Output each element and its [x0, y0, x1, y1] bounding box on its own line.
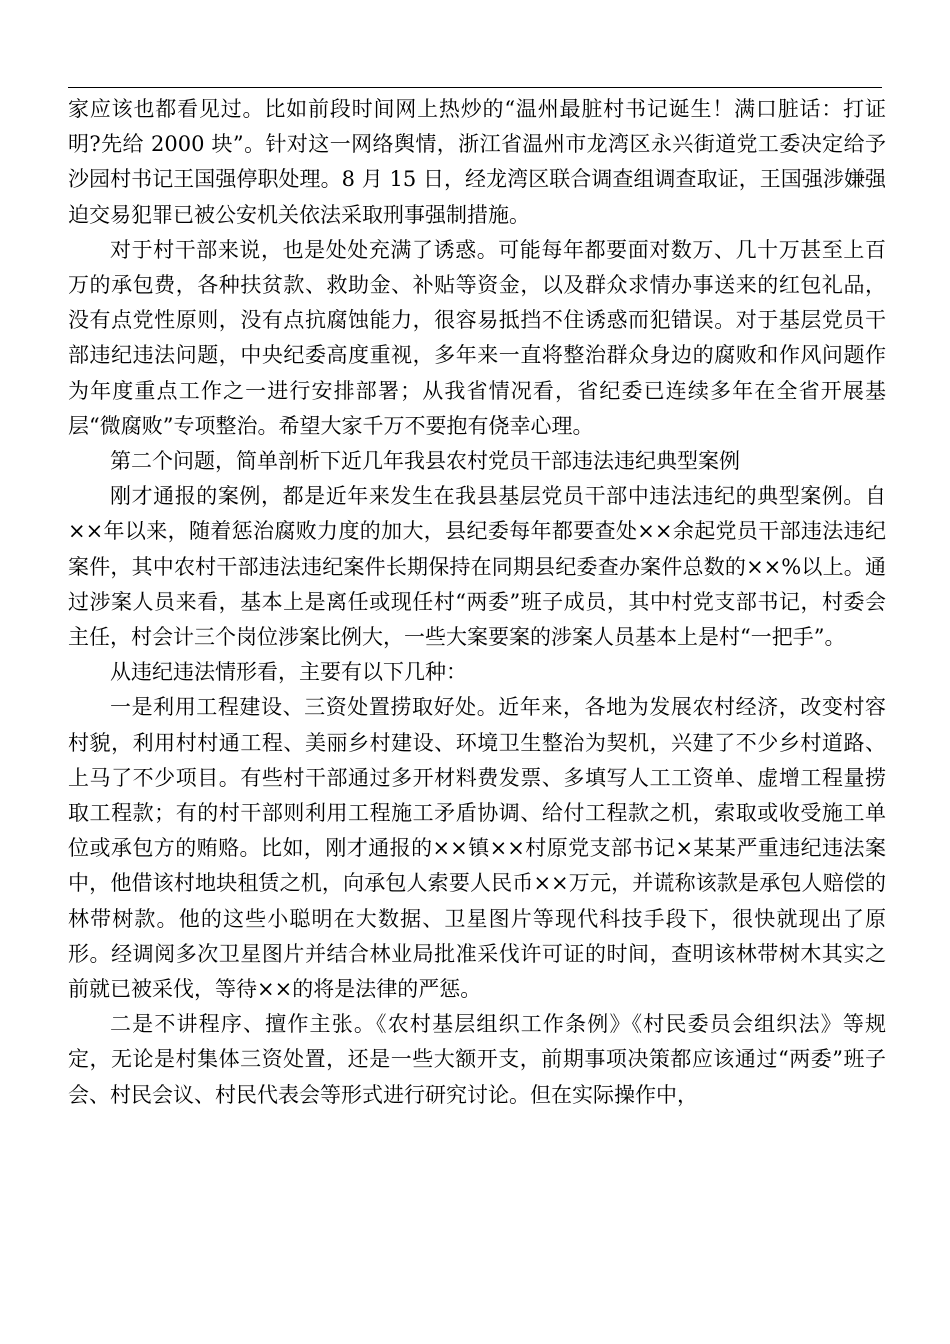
paragraph: 对于村干部来说，也是处处充满了诱惑。可能每年都要面对数万、几十万甚至上百万的承包费，各种扶贫款、救助金、补贴等资金，以及群众求情办事送来的红包礼品，没有点党性原则，没有点抗腐蚀能力，很容易抵挡不住诱惑而犯错误。对于基层党员干部违纪违法问题，中央纪委高度重视，多年来一直将整治群众身边的腐败和作风问题作为年度重点工作之一进行安排部署；从我省情况看，省纪委已连续多年在全省开展基层“微腐败”专项整治。希望大家千万不要抱有侥幸心理。 [68, 237, 886, 438]
paragraph: 从违纪违法情形看，主要有以下几种： [110, 660, 467, 685]
paragraph-continuation: 家应该也都看见过。比如前段时间网上热炒的“温州最脏村书记诞生！满口脏话：打证明?先给 2000 块”。针对这一网络舆情，浙江省温州市龙湾区永兴街道党工委决定给予沙园村书记王国强停职处理。8 月 15 日，经龙湾区联合调查组调查取证，王国强涉嫌强迫交易犯罪已被公安机关依法采取刑事强制措施。 [68, 97, 886, 227]
section-heading: 第二个问题，简单剖析下近几年我县农村党员干部违法违纪典型案例 [110, 449, 740, 474]
paragraph: 一是利用工程建设、三资处置捞取好处。近年来，各地为发展农村经济，改变村容村貌，利用村村通工程、美丽乡村建设、环境卫生整治为契机，兴建了不少乡村道路、上马了不少项目。有些村干部通过多开材料费发票、多填写人工工资单、虚增工程量捞取工程款；有的村干部则利用工程施工矛盾协调、给付工程款之机，索取或收受施工单位或承包方的贿赂。比如，刚才通报的××镇××村原党支部书记×某某严重违纪违法案中，他借该村地块租赁之机，向承包人索要人民币××万元，并谎称该款是承包人赔偿的林带树款。他的这些小聪明在大数据、卫星图片等现代科技手段下，很快就现出了原形。经调阅多次卫星图片并结合林业局批准采伐许可证的时间，查明该林带树木其实之前就已被采伐，等待××的将是法律的严惩。 [68, 695, 886, 1002]
paragraph: 二是不讲程序、擅作主张。《农村基层组织工作条例》《村民委员会组织法》等规定，无论是村集体三资处置，还是一些大额开支，前期事项决策都应该通过“两委”班子会、村民会议、村民代表会等形式进行研究讨论。但在实际操作中， [68, 1012, 886, 1107]
document-body [68, 92, 886, 1113]
header-rule [68, 87, 882, 88]
paragraph: 刚才通报的案例，都是近年来发生在我县基层党员干部中违法违纪的典型案例。自××年以来，随着惩治腐败力度的加大，县纪委每年都要查处××余起党员干部违法违纪案件，其中农村干部违法违纪案件长期保持在同期县纪委查办案件总数的××%以上。通过涉案人员来看，基本上是离任或现任村“两委”班子成员，其中村党支部书记，村委会主任，村会计三个岗位涉案比例大，一些大案要案的涉案人员基本上是村“一把手”。 [68, 484, 886, 650]
